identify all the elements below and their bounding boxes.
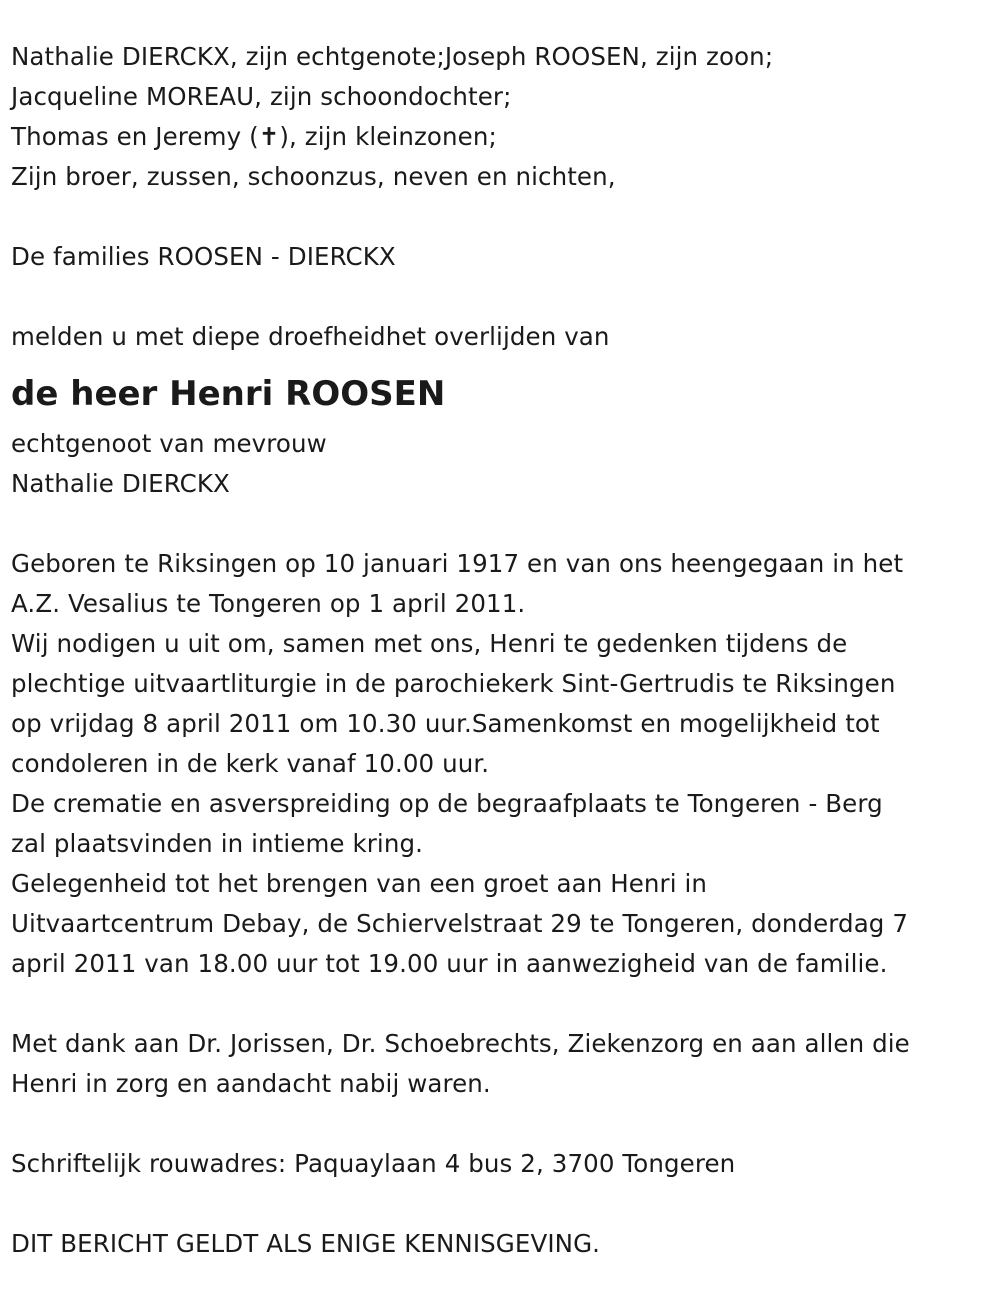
- thanks-paragraph: [11, 1024, 980, 1104]
- spacer: [11, 1184, 980, 1224]
- details-line: plechtige uitvaartliturgie in de parochiekerk Sint-Gertrudis te Riksingen: [11, 669, 896, 698]
- spacer: [11, 984, 980, 1024]
- details-paragraph: [11, 544, 980, 984]
- thanks-line: Met dank aan Dr. Jorissen, Dr. Schoebrechts, Ziekenzorg en aan allen die: [11, 1029, 910, 1058]
- announcement-line: melden u met diepe droefheidhet overlijden van: [11, 322, 610, 351]
- spacer: [11, 504, 980, 544]
- survivor-line: Nathalie DIERCKX, zijn echtgenote;Joseph ROOSEN, zijn zoon;: [11, 42, 774, 71]
- survivor-line: Jacqueline MOREAU, zijn schoondochter;: [11, 82, 512, 111]
- survivors-list: [11, 37, 980, 197]
- details-line: Uitvaartcentrum Debay, de Schiervelstraat 29 te Tongeren, donderdag 7: [11, 909, 909, 938]
- deceased-name: de heer Henri ROOSEN: [11, 374, 446, 414]
- spouse-name: Nathalie DIERCKX: [11, 469, 230, 498]
- details-line: op vrijdag 8 april 2011 om 10.30 uur.Samenkomst en mogelijkheid tot: [11, 709, 880, 738]
- details-line: april 2011 van 18.00 uur tot 19.00 uur in aanwezigheid van de familie.: [11, 949, 888, 978]
- details-line: zal plaatsvinden in intieme kring.: [11, 829, 424, 858]
- survivor-line: Thomas en Jeremy (✝), zijn kleinzonen;: [11, 122, 497, 151]
- details-line: De crematie en asverspreiding op de begraafplaats te Tongeren - Berg: [11, 789, 883, 818]
- survivor-line: Zijn broer, zussen, schoonzus, neven en nichten,: [11, 162, 616, 191]
- details-line: Gelegenheid tot het brengen van een groet aan Henri in: [11, 869, 708, 898]
- details-line: A.Z. Vesalius te Tongeren op 1 april 2011.: [11, 589, 526, 618]
- sole-notice: DIT BERICHT GELDT ALS ENIGE KENNISGEVING.: [11, 1229, 601, 1258]
- spacer: [11, 277, 980, 317]
- details-line: condoleren in de kerk vanaf 10.00 uur.: [11, 749, 490, 778]
- details-line: Geboren te Riksingen op 10 januari 1917 en van ons heengegaan in het: [11, 549, 904, 578]
- mourning-address: Schriftelijk rouwadres: Paquaylaan 4 bus 2, 3700 Tongeren: [11, 1149, 736, 1178]
- thanks-line: Henri in zorg en aandacht nabij waren.: [11, 1069, 491, 1098]
- details-line: Wij nodigen u uit om, samen met ons, Henri te gedenken tijdens de: [11, 629, 848, 658]
- spouse-line: echtgenoot van mevrouw: [11, 429, 327, 458]
- spacer: [11, 197, 980, 237]
- spacer: [11, 1104, 980, 1144]
- families-line: De families ROOSEN - DIERCKX: [11, 242, 396, 271]
